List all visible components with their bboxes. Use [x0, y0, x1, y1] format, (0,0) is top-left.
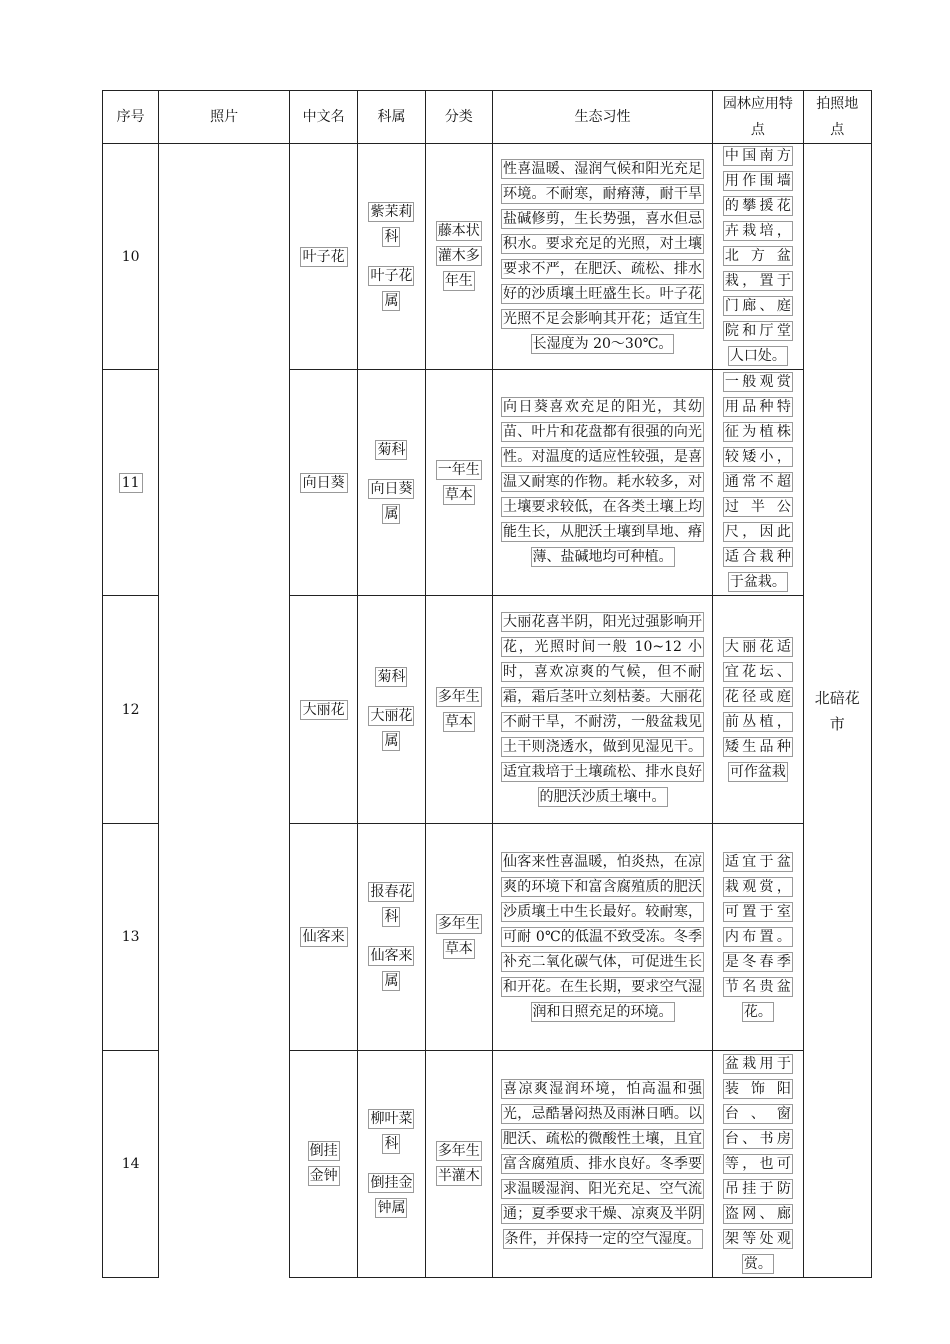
family-text: 紫茉莉科 — [370, 203, 413, 245]
photo-cell — [159, 596, 290, 824]
header-row — [103, 91, 872, 144]
family-text: 柳叶菜科 — [370, 1111, 413, 1152]
row-no: 14 — [103, 1051, 159, 1278]
row-family — [358, 144, 425, 370]
ecology-text: 喜凉爽湿润环境，怕高温和强光，忌酷暑闷热及雨淋日晒。以肥沃、疏松的微酸性土壤，且宜富含腐殖质、排水良好。冬季要求温暖湿润、阳光充足、空气流通；夏季要求干燥、凉爽及半阴条件，并保持一定的空气湿度。 — [503, 1080, 703, 1247]
header-use-text: 园林应用特点 — [722, 96, 793, 138]
row-name — [289, 824, 357, 1051]
header-photo: 照片 — [159, 91, 290, 144]
row-category — [425, 824, 492, 1051]
row-ecology — [492, 1051, 712, 1278]
row-ecology — [492, 144, 712, 370]
row-category — [425, 596, 492, 824]
category-text: 多年生半灌木 — [437, 1143, 480, 1184]
family-text: 菊科 — [377, 669, 406, 685]
header-ecology: 生态习性 — [492, 91, 712, 144]
ecology-text: 向日葵喜欢充足的阳光，其幼苗、叶片和花盘都有很强的向光性。对温度的适应性较强，是喜温又耐寒的作物。耗水较多，对土壤要求较低，在各类土壤上均能生长，从肥沃土壤到旱地、瘠薄、盐碱地均可种植。 — [503, 399, 703, 565]
ecology-text: 大丽花喜半阴，阳光过强影响开花，光照时间一般 10~12 小时，喜欢凉爽的气候，但不耐霜，霜后茎叶立刻枯萎。大丽花不耐干旱，不耐涝，一般盆栽见土干则浇透水，做到见湿见干。适宜栽培于土壤疏松、排水良好的肥沃沙质土壤中。 — [503, 613, 703, 805]
row-name-text: 仙客来 — [300, 927, 348, 947]
header-name: 中文名 — [289, 91, 357, 144]
photo-cell — [159, 370, 290, 596]
row-family — [358, 1051, 425, 1278]
genus-text: 仙客来属 — [370, 948, 413, 989]
plant-table — [102, 90, 872, 1278]
row-use — [713, 144, 803, 370]
row-name — [289, 1051, 357, 1278]
row-name — [289, 370, 357, 596]
row-no-text: 11 — [119, 473, 143, 493]
use-text: 适宜于盆栽观赏，可置于室内布置。是冬春季节名贵盆花。 — [724, 853, 791, 1020]
row-name-text: 大丽花 — [300, 700, 348, 720]
photo-cell — [159, 824, 290, 1051]
family-text: 菊科 — [377, 442, 406, 458]
table-row — [103, 1051, 872, 1278]
row-family — [358, 370, 425, 596]
use-text: 一般观赏用品种特征为植株较矮小，通常不超过半公尺，因此适合栽种于盆栽。 — [724, 374, 791, 590]
row-use — [713, 596, 803, 824]
use-text: 盆栽用于装饰阳台、窗台、书房等，也可吊挂于防盗网、廊架等处观赏。 — [724, 1055, 791, 1272]
row-use — [713, 370, 803, 596]
row-ecology — [492, 596, 712, 824]
use-text: 中国南方用作围墙的攀援花卉栽培，北方盆栽，置于门廊、庭院和厅堂人口处。 — [724, 148, 791, 364]
category-text: 藤本状灌木多年生 — [437, 223, 480, 289]
family-text: 报春花科 — [370, 884, 413, 925]
row-no — [103, 370, 159, 596]
category-text: 多年生草本 — [437, 916, 480, 957]
row-category — [425, 144, 492, 370]
table-row — [103, 370, 872, 596]
row-name — [289, 596, 357, 824]
location-cell — [803, 144, 871, 1278]
genus-text: 大丽花属 — [370, 708, 413, 749]
header-use — [713, 91, 803, 144]
header-location-text: 拍照地点 — [816, 96, 859, 138]
row-category — [425, 1051, 492, 1278]
row-family — [358, 596, 425, 824]
category-text: 一年生草本 — [437, 461, 480, 503]
location-text: 北碚花市 — [814, 688, 860, 733]
row-no: 13 — [103, 824, 159, 1051]
use-text: 大丽花适宜花坛、花径或庭前丛植，矮生品种可作盆栽 — [724, 638, 791, 780]
genus-text: 向日葵属 — [370, 481, 413, 522]
row-use — [713, 824, 803, 1051]
row-name-text: 倒挂金钟 — [309, 1143, 338, 1184]
header-location — [803, 91, 871, 144]
ecology-text: 仙客来性喜温暖，怕炎热，在凉爽的环境下和富含腐殖质的肥沃沙质壤土中生长最好。较耐寒，可耐 0℃的低温不致受冻。冬季补充二氧化碳气体，可促进生长和开花。在生长期，要求空气湿润和日照充足的环境。 — [503, 853, 703, 1020]
header-no: 序号 — [103, 91, 159, 144]
row-name-text: 向日葵 — [300, 473, 348, 493]
photo-cell — [159, 144, 290, 370]
header-family: 科属 — [358, 91, 425, 144]
row-ecology — [492, 370, 712, 596]
category-text: 多年生草本 — [437, 688, 480, 730]
row-name — [289, 144, 357, 370]
ecology-text: 性喜温暖、湿润气候和阳光充足环境。不耐寒，耐瘠薄，耐干旱盐碱修剪，生长势强，喜水但忌积水。要求充足的光照，对土壤要求不严，在肥沃、疏松、排水好的沙质壤土旺盛生长。叶子花光照不足会影响其开花；适宜生长湿度为 20～30℃。 — [503, 160, 703, 352]
row-family — [358, 824, 425, 1051]
row-use — [713, 1051, 803, 1278]
genus-text: 叶子花属 — [370, 267, 413, 309]
row-ecology — [492, 824, 712, 1051]
header-category: 分类 — [425, 91, 492, 144]
table-row — [103, 144, 872, 370]
row-name-text: 叶子花 — [300, 247, 348, 267]
table-row — [103, 824, 872, 1051]
row-no: 12 — [103, 596, 159, 824]
row-category — [425, 370, 492, 596]
row-no: 10 — [103, 144, 159, 370]
table-row — [103, 596, 872, 824]
photo-cell — [159, 1051, 290, 1278]
genus-text: 倒挂金钟属 — [370, 1175, 413, 1216]
